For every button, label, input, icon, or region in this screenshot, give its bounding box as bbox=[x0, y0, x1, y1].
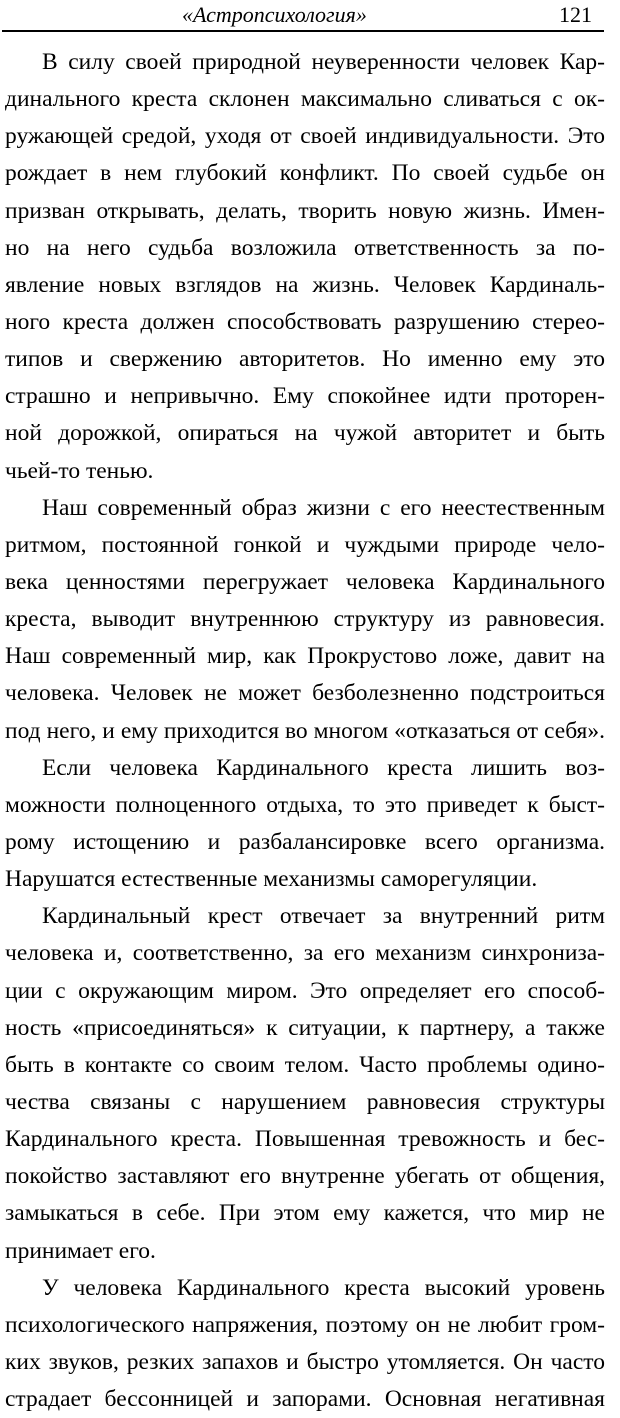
text-line: рому истощению и разбалансировке всего организма. bbox=[5, 828, 605, 855]
text-line: человека. Человек не может безболезненно подстроиться bbox=[5, 680, 605, 707]
text-line: ции с окружающим миром. Это определяет его способ- bbox=[5, 977, 605, 1004]
text-line: принимает его. bbox=[5, 1237, 156, 1264]
text-line: типов и свержению авторитетов. Но именно ему это bbox=[5, 346, 605, 373]
text-line: Кардинальный крест отвечает за внутренний ритм bbox=[42, 903, 605, 930]
page-number: 121 bbox=[559, 2, 592, 27]
text-line: ритмом, постоянной гонкой и чуждыми природе чело- bbox=[5, 531, 605, 558]
text-line: Если человека Кардинального креста лишить воз- bbox=[42, 754, 605, 781]
text-line: призван открывать, делать, творить новую жизнь. Имен- bbox=[5, 197, 605, 224]
text-line: ружающей средой, уходя от своей индивидуальности. Это bbox=[5, 123, 605, 150]
running-title: «Астропсихология» bbox=[182, 2, 367, 27]
text-line: Нарушатся естественные механизмы саморегуляции. bbox=[5, 866, 538, 893]
text-line: психологического напряжения, поэтому он не любит гром- bbox=[5, 1311, 605, 1338]
text-line: можности полноценного отдыха, то это приведет к быст- bbox=[5, 791, 605, 818]
text-line: века ценностями перегружает человека Кардинального bbox=[5, 568, 605, 595]
text-line: чьей-то тенью. bbox=[5, 457, 154, 484]
text-line: под него, и ему приходится во многом «отказаться от себя». bbox=[5, 717, 605, 744]
text-line: чества связаны с нарушением равновесия структуры bbox=[5, 1088, 605, 1115]
text-line: Наш современный мир, как Прокрустово ложе, давит на bbox=[5, 643, 605, 670]
text-line: покойство заставляют его внутренне убегать от общения, bbox=[5, 1163, 605, 1190]
running-head bbox=[0, 0, 604, 32]
text-line: ность «присоединяться» к ситуации, к партнеру, а также bbox=[5, 1014, 605, 1041]
text-line: рождает в нем глубокий конфликт. По своей судьбе он bbox=[5, 160, 605, 187]
text-line: замыкаться в себе. При этом ему кажется, что мир не bbox=[5, 1200, 605, 1227]
text-line: динального креста склонен максимально сливаться с ок- bbox=[5, 86, 605, 113]
text-line: ной дорожкой, опираться на чужой авторитет и быть bbox=[5, 420, 605, 447]
text-line: креста, выводит внутреннюю структуру из равновесия. bbox=[5, 606, 605, 633]
text-line: страшно и непривычно. Ему спокойнее идти проторен- bbox=[5, 383, 605, 410]
text-line: Наш современный образ жизни с его неестественным bbox=[42, 494, 605, 521]
header-rule bbox=[2, 30, 604, 32]
text-line: явление новых взглядов на жизнь. Человек Кардиналь- bbox=[5, 271, 605, 298]
text-line: быть в контакте со своим телом. Часто проблемы одино- bbox=[5, 1051, 605, 1078]
text-line: ного креста должен способствовать разрушению стерео- bbox=[5, 308, 605, 335]
body-text bbox=[5, 44, 605, 1418]
text-line: Кардинального креста. Повышенная тревожность и бес- bbox=[5, 1126, 605, 1153]
text-line: но на него судьба возложила ответственность за по- bbox=[5, 234, 605, 261]
text-line: страдает бессонницей и запорами. Основная негативная bbox=[5, 1386, 605, 1413]
text-line: ких звуков, резких запахов и быстро утомляется. Он часто bbox=[5, 1348, 605, 1375]
text-line: человека и, соответственно, за его механизм синхрониза- bbox=[5, 940, 605, 967]
text-line: У человека Кардинального креста высокий уровень bbox=[42, 1274, 605, 1301]
text-line: В силу своей природной неуверенности человек Кар- bbox=[42, 49, 605, 75]
